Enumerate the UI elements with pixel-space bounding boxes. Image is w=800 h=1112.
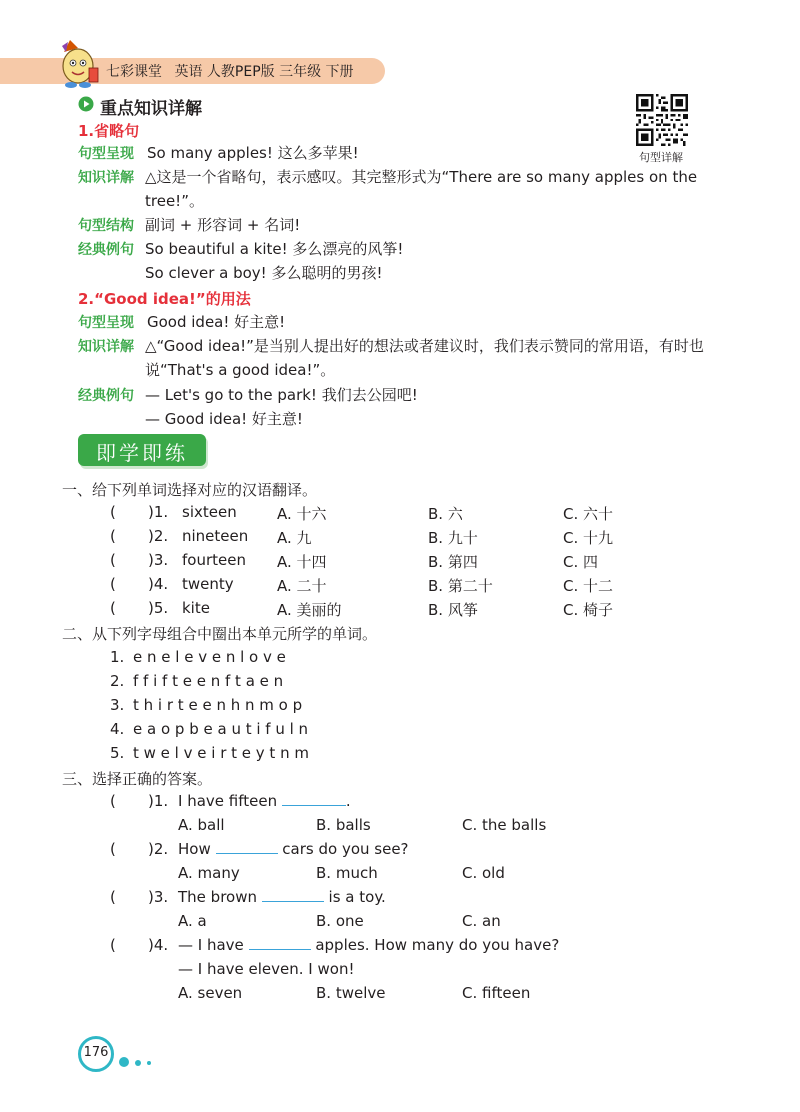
dot-medium [135, 1060, 141, 1066]
part-1-title: 一、给下列单词选择对应的汉语翻译。 [62, 481, 318, 499]
option-b[interactable]: B. one [316, 912, 364, 930]
row-text: Good idea! 好主意! [147, 313, 286, 331]
option-a[interactable]: A. 二十 [277, 577, 327, 595]
letter-grid[interactable]: e n e l e v e n l o v e [133, 648, 286, 666]
letter-grid[interactable]: t h i r t e e n h n m o p [133, 696, 303, 714]
question-text [178, 888, 386, 906]
dot-small [147, 1061, 151, 1065]
item-number: )3. [148, 551, 169, 569]
question-post: cars do you see? [282, 840, 409, 858]
row-label: 经典例句 [78, 242, 134, 258]
item-number: 3. [110, 696, 125, 714]
dot-large [119, 1057, 129, 1067]
item-word: nineteen [182, 527, 249, 545]
question-post: . [345, 792, 351, 810]
item-word: twenty [182, 575, 234, 593]
row-label: 知识详解 [78, 339, 134, 355]
answer-bracket[interactable]: ( [110, 840, 116, 858]
row-text-cont: tree!”。 [145, 192, 204, 210]
practice-title: 即学即练 [96, 441, 188, 465]
option-a[interactable]: A. 九 [277, 529, 312, 547]
option-a[interactable]: A. 十六 [277, 505, 327, 523]
answer-blank[interactable] [282, 804, 346, 806]
item-word: kite [182, 599, 210, 617]
question-pre: I have fifteen [178, 792, 278, 810]
answer-bracket[interactable]: ( [110, 936, 116, 954]
option-c[interactable]: C. the balls [462, 816, 547, 834]
option-c[interactable]: C. old [462, 864, 505, 882]
row-label: 句型呈现 [78, 146, 134, 162]
row-text: So beautiful a kite! 多么漂亮的风筝! [145, 240, 404, 258]
question-text [178, 936, 559, 954]
point-2-heading: 2.“Good idea!”的用法 [78, 290, 251, 308]
item-number: )4. [148, 575, 169, 593]
point-1-heading: 1.省略句 [78, 122, 140, 140]
option-b[interactable]: B. 第四 [428, 553, 478, 571]
row-text: △这是一个省略句，表示感叹。其完整形式为“There are so many apples on the [145, 168, 698, 186]
option-b[interactable]: B. 六 [428, 505, 463, 523]
question-line2: — I have eleven. I won! [178, 960, 355, 978]
answer-bracket[interactable]: ( [110, 527, 116, 545]
item-number: )1. [148, 792, 169, 810]
option-a[interactable]: A. a [178, 912, 207, 930]
item-number: )5. [148, 599, 169, 617]
option-c[interactable]: C. an [462, 912, 501, 930]
option-a[interactable]: A. many [178, 864, 240, 882]
part-2-title: 二、从下列字母组合中圈出本单元所学的单词。 [62, 625, 378, 643]
option-a[interactable]: A. 美丽的 [277, 601, 342, 619]
answer-bracket[interactable]: ( [110, 575, 116, 593]
answer-blank[interactable] [262, 900, 324, 902]
item-number: )3. [148, 888, 169, 906]
play-icon [78, 96, 94, 116]
book-subject: 英语 人教PEP版 三年级 下册 [174, 64, 354, 80]
item-number: 1. [110, 648, 125, 666]
question-pre: How [178, 840, 211, 858]
item-number: 4. [110, 720, 125, 738]
answer-bracket[interactable]: ( [110, 551, 116, 569]
row-text-cont: 说“That's a good idea!”。 [145, 361, 336, 379]
item-number: )2. [148, 527, 169, 545]
letter-grid[interactable]: t w e l v e i r t e y t n m [133, 744, 309, 762]
option-b[interactable]: B. 九十 [428, 529, 478, 547]
answer-bracket[interactable]: ( [110, 888, 116, 906]
option-b[interactable]: B. much [316, 864, 378, 882]
question-pre: The brown [178, 888, 257, 906]
question-post: apples. How many do you have? [315, 936, 560, 954]
answer-blank[interactable] [249, 948, 311, 950]
letter-grid[interactable]: f f i f t e e n f t a e n [133, 672, 284, 690]
option-b[interactable]: B. balls [316, 816, 371, 834]
row-text: So many apples! 这么多苹果! [147, 144, 359, 162]
option-c[interactable]: C. 椅子 [563, 601, 614, 619]
item-word: sixteen [182, 503, 237, 521]
option-b[interactable]: B. 第二十 [428, 577, 493, 595]
question-pre: — I have [178, 936, 244, 954]
item-number: )2. [148, 840, 169, 858]
option-a[interactable]: A. seven [178, 984, 243, 1002]
option-c[interactable]: C. 四 [563, 553, 599, 571]
row-text-cont: — Good idea! 好主意! [145, 410, 303, 428]
answer-blank[interactable] [216, 852, 278, 854]
part-3-title: 三、选择正确的答案。 [62, 770, 213, 788]
item-number: )1. [148, 503, 169, 521]
option-c[interactable]: C. 六十 [563, 505, 614, 523]
row-label: 句型呈现 [78, 315, 134, 331]
item-number: 2. [110, 672, 125, 690]
book-title: 七彩课堂 [106, 64, 162, 80]
row-text: — Let's go to the park! 我们去公园吧! [145, 386, 418, 404]
item-number: )4. [148, 936, 169, 954]
question-text [178, 840, 409, 858]
option-a[interactable]: A. ball [178, 816, 225, 834]
item-number: 5. [110, 744, 125, 762]
item-word: fourteen [182, 551, 246, 569]
option-b[interactable]: B. twelve [316, 984, 386, 1002]
row-text: △“Good idea!”是当别人提出好的想法或者建议时，我们表示赞同的常用语，有时也 [145, 337, 704, 355]
section-title: 重点知识详解 [100, 99, 202, 119]
option-c[interactable]: C. 十二 [563, 577, 614, 595]
answer-bracket[interactable]: ( [110, 599, 116, 617]
qr-code-icon[interactable] [636, 94, 688, 146]
row-text-cont: So clever a boy! 多么聪明的男孩! [145, 264, 383, 282]
header-text [106, 61, 354, 81]
row-text: 副词 + 形容词 + 名词! [145, 216, 301, 234]
option-a[interactable]: A. 十四 [277, 553, 327, 571]
row-label: 知识详解 [78, 170, 134, 186]
qr-caption: 句型详解 [639, 151, 683, 164]
answer-bracket[interactable]: ( [110, 503, 116, 521]
question-text [178, 792, 351, 810]
mascot-icon [56, 38, 102, 90]
option-c[interactable]: C. 十九 [563, 529, 614, 547]
question-post: is a toy. [328, 888, 386, 906]
option-b[interactable]: B. 风筝 [428, 601, 478, 619]
option-c[interactable]: C. fifteen [462, 984, 531, 1002]
row-label: 句型结构 [78, 218, 134, 234]
letter-grid[interactable]: e a o p b e a u t i f u l n [133, 720, 309, 738]
row-label: 经典例句 [78, 388, 134, 404]
answer-bracket[interactable]: ( [110, 792, 116, 810]
page-number: 176 [83, 1045, 109, 1060]
